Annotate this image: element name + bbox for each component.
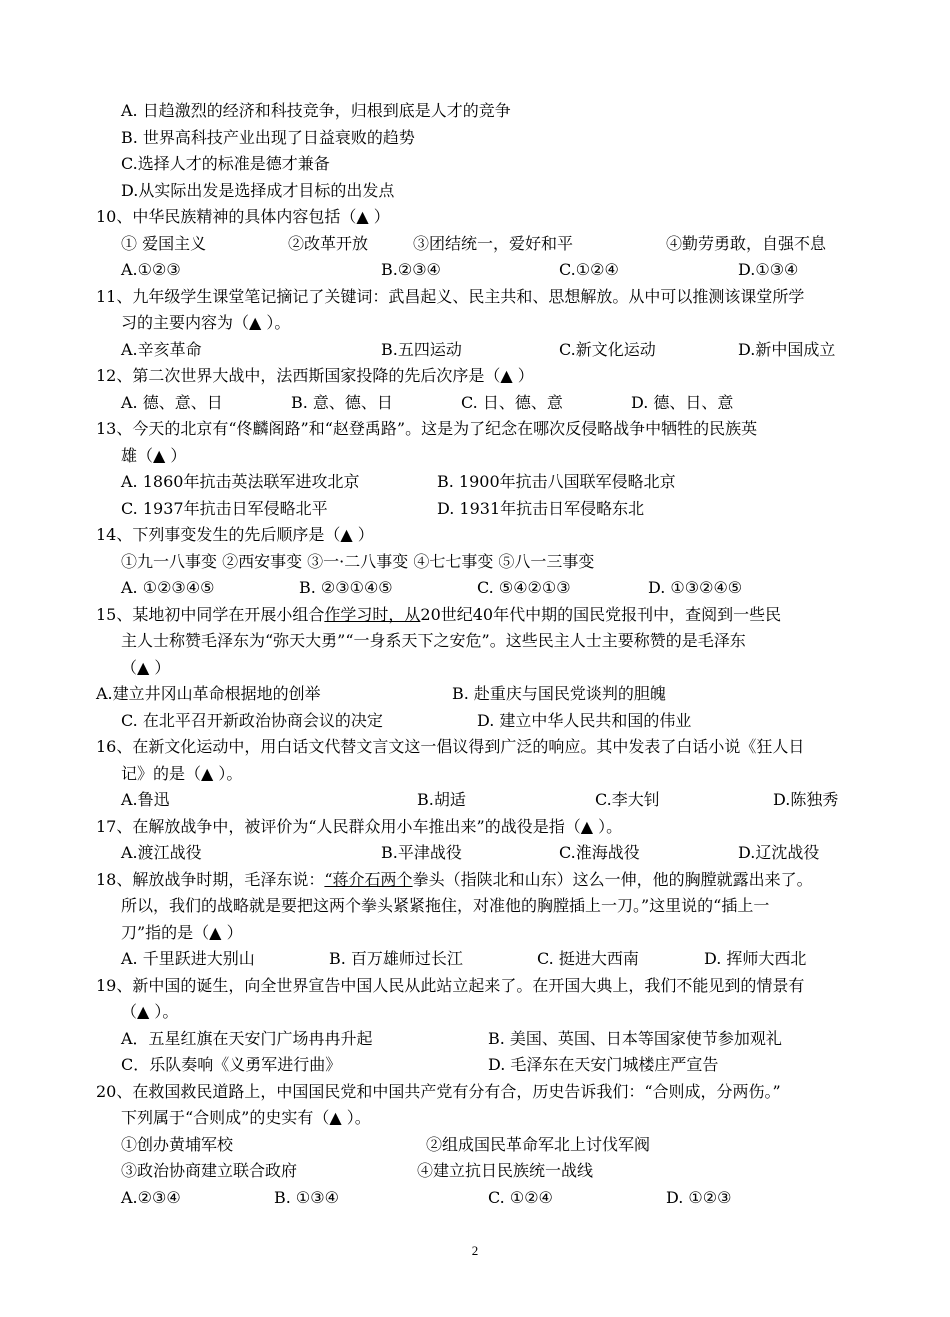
- q19-stem-line2: （▲ ）。: [121, 1002, 179, 1021]
- q18-stem-line2: 所以，我们的战略就是要把这两个拳头紧紧拖住，对准他的胸膛插上一刀。”这里说的“插上一: [121, 896, 770, 915]
- q20-stem-line2: 下列属于“合则成”的史实有（▲ ）。: [121, 1108, 371, 1127]
- q11-option-c: C.新文化运动: [559, 339, 656, 359]
- q19-option-a: A．五星红旗在天安门广场冉冉升起: [121, 1028, 373, 1048]
- q17-option-d: D.辽沈战役: [738, 843, 820, 862]
- q12-option-c: C. 日、德、意: [461, 392, 563, 412]
- q20-stem-line1: 20、在救国救民道路上，中国国民党和中国共产党有分有合，历史告诉我们：“合则成，分两伤。”: [96, 1081, 781, 1101]
- q11-stem-line2: 习的主要内容为（▲ ）。: [121, 313, 291, 332]
- q19-option-c: C．乐队奏响《义勇军进行曲》: [121, 1055, 342, 1074]
- q19-stem-line1: 19、新中国的诞生，向全世界宣告中国人民从此站立起来了。在开国大典上，我们不能见到的情景有: [96, 975, 805, 995]
- q20-option-c: C. ①②④: [488, 1187, 553, 1207]
- q16-stem-line1: 16、在新文化运动中，用白话文代替文言文这一倡议得到广泛的响应。其中发表了白话小说《狂人日: [96, 737, 805, 756]
- q20-item-2: ②组成国民革命军北上讨伐军阀: [426, 1134, 651, 1154]
- q20-item-3: ③政治协商建立联合政府: [121, 1161, 298, 1180]
- q16-option-d: D.陈独秀: [773, 790, 839, 809]
- q15-option-d: D. 建立中华人民共和国的伟业: [477, 710, 692, 730]
- q15-stem-line2: 主人士称赞毛泽东为“弥天大勇”“一身系天下之安危”。这些民主人士主要称赞的是毛泽东: [121, 631, 746, 650]
- q17-options: [121, 840, 861, 867]
- q10-option-c: C.①②④: [559, 260, 619, 279]
- q10-item-4: ④勤劳勇敢，自强不息: [666, 233, 827, 253]
- q18-stem-line3: 刀”指的是（▲ ）: [121, 922, 243, 942]
- q11-option-d: D.新中国成立: [738, 339, 836, 359]
- q11-option-b: B.五四运动: [381, 339, 462, 359]
- q10-option-d: D.①③④: [738, 260, 799, 279]
- q16-option-b: B.胡适: [417, 790, 466, 809]
- q15-option-b: B. 赴重庆与国民党谈判的胆魄: [452, 684, 666, 703]
- q17-option-b: B.平津战役: [381, 843, 462, 862]
- q13-option-c: C. 1937年抗击日军侵略北平: [121, 498, 328, 518]
- q15-stem-line1: 15、某地初中同学在开展小组合作学习时，从20世纪40年代中期的国民党报刊中，查阅到一些民: [96, 604, 782, 624]
- q13-stem-line1: 13、今天的北京有“佟麟阁路”和“赵登禹路”。这是为了纪念在哪次反侵略战争中牺牲的民族英: [96, 419, 758, 438]
- q12-options: [121, 390, 861, 417]
- q10-item-1: ① 爱国主义: [121, 233, 207, 253]
- q17-stem: 17、在解放战争中，被评价为“人民群众用小车推出来”的战役是指（▲ ）。: [96, 816, 623, 836]
- q14-options: [121, 575, 861, 602]
- q10-item-3: ③团结统一，爱好和平: [413, 233, 574, 253]
- q10-option-b: B.②③④: [381, 260, 441, 279]
- q11-stem-line1: 11、九年级学生课堂笔记摘记了关键词：武昌起义、民主共和、思想解放。从中可以推测该课堂所学: [96, 286, 805, 306]
- q20-item-1: ①创办黄埔军校: [121, 1134, 234, 1154]
- q20-option-d: D. ①②③: [666, 1187, 732, 1207]
- q15-options-row1: [96, 681, 856, 708]
- q14-option-a: A. ①②③④⑤: [121, 578, 215, 597]
- q12-stem: 12、第二次世界大战中，法西斯国家投降的先后次序是（▲ ）: [96, 366, 534, 385]
- q13-option-b: B. 1900年抗击八国联军侵略北京: [437, 472, 676, 491]
- q15-stem-line3: （▲ ）: [121, 657, 171, 677]
- q10-items: [121, 231, 861, 258]
- q12-option-d: D. 德、日、意: [631, 392, 734, 412]
- q16-option-a: A.鲁迅: [121, 790, 170, 809]
- prev-option-c: C.选择人才的标准是德才兼备: [121, 154, 330, 173]
- q20-options: [121, 1185, 861, 1212]
- q15-option-c: C. 在北平召开新政治协商会议的决定: [121, 710, 383, 730]
- q13-option-d: D. 1931年抗击日军侵略东北: [437, 498, 645, 518]
- q16-stem-line2: 记》的是（▲ ）。: [121, 763, 243, 783]
- q20-option-b: B. ①③④: [274, 1187, 339, 1207]
- q15-options-row2: [121, 708, 861, 735]
- q11-option-a: A.辛亥革命: [121, 339, 202, 359]
- q14-option-c: C. ⑤④②①③: [477, 578, 571, 597]
- q18-stem-line1: 18、解放战争时期，毛泽东说：“蒋介石两个拳头（指陕北和山东）这么一伸，他的胸膛就露出来了。: [96, 869, 813, 889]
- page-number: 2: [471, 1243, 479, 1258]
- q13-stem-line2: 雄（▲ ）: [121, 445, 187, 465]
- q18-option-a: A. 千里跃进大别山: [121, 949, 255, 968]
- q16-option-c: C.李大钊: [595, 790, 660, 809]
- q16-options: [121, 787, 861, 814]
- q18-option-c: C. 挺进大西南: [537, 949, 639, 968]
- q13-options-row2: [121, 496, 861, 523]
- q14-option-d: D. ①③②④⑤: [648, 578, 743, 597]
- q10-options: [121, 257, 861, 284]
- q14-option-b: B. ②③①④⑤: [299, 578, 393, 597]
- prev-option-a: A. 日趋激烈的经济和科技竞争，归根到底是人才的竞争: [121, 101, 511, 120]
- q20-option-a: A.②③④: [121, 1187, 181, 1207]
- q17-option-c: C.淮海战役: [559, 843, 640, 862]
- q20-items-row2: [121, 1158, 861, 1185]
- q11-options: [121, 337, 861, 364]
- q18-option-b: B. 百万雄师过长江: [329, 949, 463, 968]
- q15-option-a: A.建立井冈山革命根据地的创举: [96, 684, 321, 703]
- q13-option-a: A. 1860年抗击英法联军进攻北京: [121, 472, 360, 491]
- q19-option-d: D. 毛泽东在天安门城楼庄严宣告: [488, 1055, 719, 1074]
- q13-options-row1: [121, 469, 861, 496]
- q20-item-4: ④建立抗日民族统一战线: [417, 1161, 594, 1180]
- prev-option-b: B. 世界高科技产业出现了日益衰败的趋势: [121, 127, 415, 147]
- q14-items: ①九一八事变 ②西安事变 ③一·二八事变 ④七七事变 ⑤八一三事变: [121, 551, 595, 571]
- q10-stem: 10、中华民族精神的具体内容包括（▲ ）: [96, 207, 390, 226]
- prev-option-d: D.从实际出发是选择成才目标的出发点: [121, 180, 395, 200]
- q18-options: [121, 946, 861, 973]
- q14-stem: 14、下列事变发生的先后顺序是（▲ ）: [96, 525, 374, 544]
- q18-option-d: D. 挥师大西北: [704, 949, 807, 968]
- q19-option-b: B. 美国、英国、日本等国家使节参加观礼: [488, 1028, 782, 1048]
- q20-items-row1: [121, 1132, 861, 1159]
- q10-option-a: A.①②③: [121, 260, 181, 279]
- q12-option-a: A. 德、意、日: [121, 392, 223, 412]
- q19-options-row2: [121, 1052, 861, 1079]
- q19-options-row1: [121, 1026, 861, 1053]
- q12-option-b: B. 意、德、日: [291, 392, 393, 412]
- q17-option-a: A.渡江战役: [121, 843, 202, 862]
- q10-item-2: ②改革开放: [288, 233, 369, 253]
